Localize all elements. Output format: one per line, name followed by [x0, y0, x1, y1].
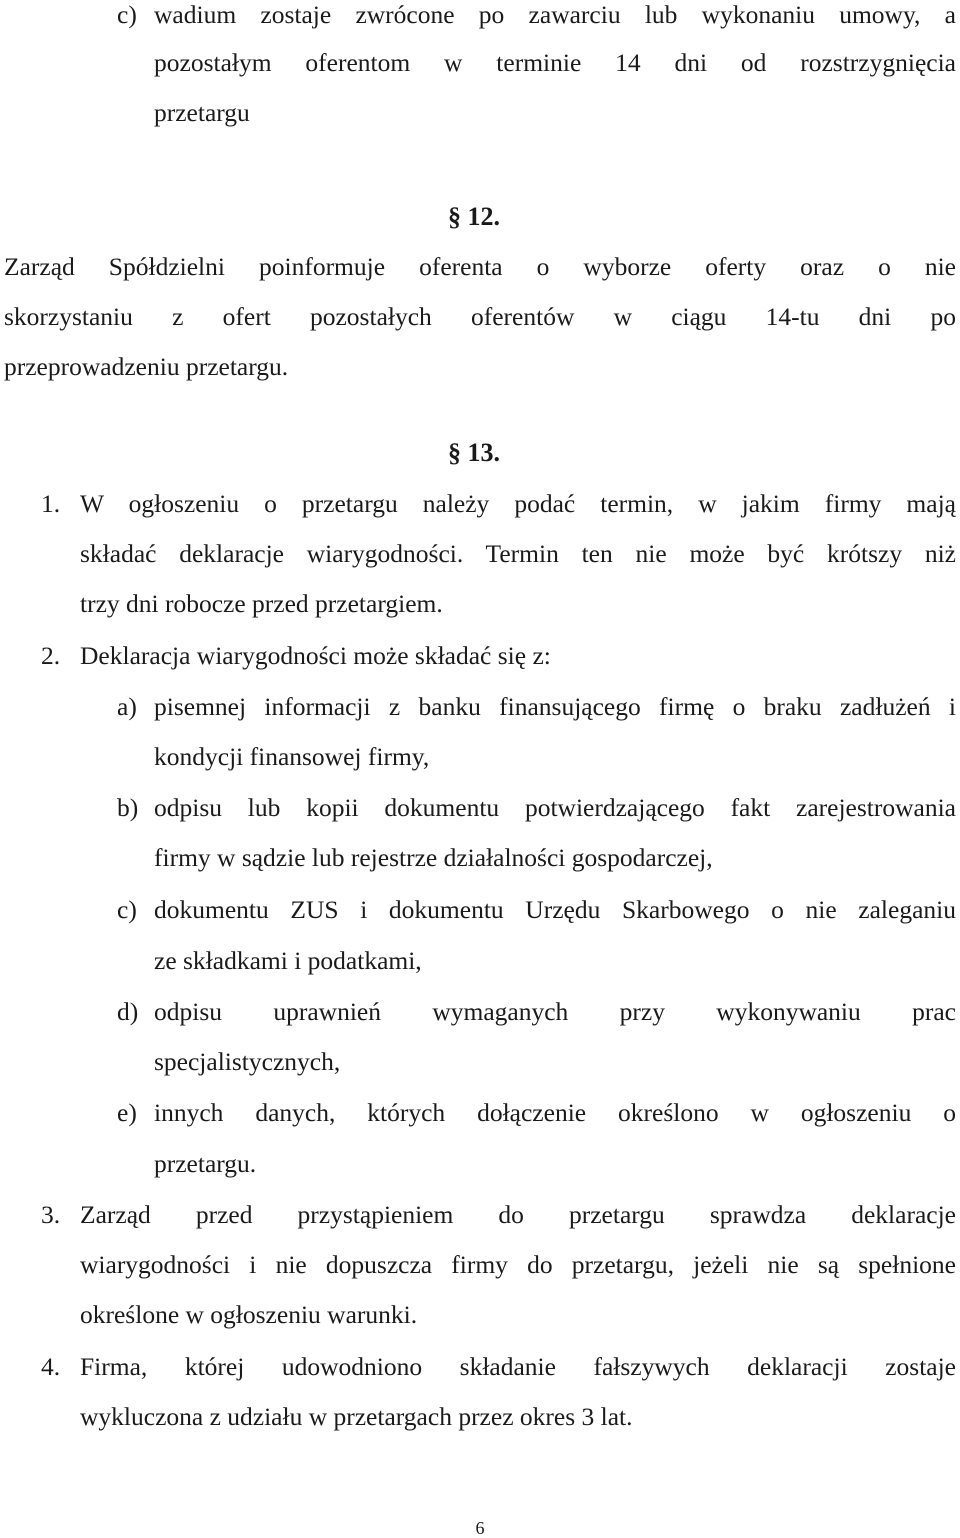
- list-marker-d: d): [117, 997, 139, 1026]
- list-marker-c-prev: c): [117, 0, 137, 29]
- list-marker-b: b): [117, 793, 139, 822]
- text-line: trzy dni robocze przed przetargiem.: [80, 589, 443, 618]
- text-line: składać deklaracje wiarygodności. Termin ten nie może być krótszy niż: [80, 539, 956, 568]
- page-number: 6: [475, 1518, 485, 1538]
- list-marker-1: 1.: [41, 489, 61, 518]
- text-line: wykluczona z udziału w przetargach przez okres 3 lat.: [80, 1402, 633, 1431]
- text-line: pozostałym oferentom w terminie 14 dni od rozstrzygnięcia: [154, 48, 956, 77]
- text-line: odpisu lub kopii dokumentu potwierdzającego fakt zarejestrowania: [154, 793, 956, 822]
- text-line: określone w ogłoszeniu warunki.: [80, 1300, 418, 1329]
- text-line: Zarząd przed przystąpieniem do przetargu sprawdza deklaracje: [80, 1200, 956, 1229]
- text-line: skorzystaniu z ofert pozostałych oferentów w ciągu 14-tu dni po: [4, 302, 956, 331]
- text-line: kondycji finansowej firmy,: [154, 742, 430, 771]
- list-marker-a: a): [117, 692, 137, 721]
- text-line: Zarząd Spółdzielni poinformuje oferenta o wyborze oferty oraz o nie: [4, 252, 956, 281]
- text-line: Deklaracja wiarygodności może składać się z:: [80, 641, 551, 670]
- list-marker-3: 3.: [41, 1200, 61, 1229]
- list-marker-2: 2.: [41, 641, 61, 670]
- text-line: firmy w sądzie lub rejestrze działalności gospodarczej,: [154, 843, 713, 872]
- section-heading-12: § 12.: [448, 202, 500, 231]
- list-marker-e: e): [117, 1098, 137, 1127]
- text-line: Firma, której udowodniono składanie fałszywych deklaracji zostaje: [80, 1352, 956, 1381]
- text-line: W ogłoszeniu o przetargu należy podać termin, w jakim firmy mają: [80, 489, 956, 518]
- text-line: przetargu.: [154, 1149, 257, 1178]
- text-line: wadium zostaje zwrócone po zawarciu lub wykonaniu umowy, a: [154, 0, 956, 29]
- text-line: przetargu: [154, 98, 250, 127]
- text-line: ze składkami i podatkami,: [154, 946, 422, 975]
- text-line: wiarygodności i nie dopuszcza firmy do przetargu, jeżeli nie są spełnione: [80, 1250, 956, 1279]
- text-line: przeprowadzeniu przetargu.: [4, 352, 289, 381]
- list-marker-4: 4.: [41, 1352, 61, 1381]
- list-marker-c: c): [117, 895, 137, 924]
- text-line: odpisu uprawnień wymaganych przy wykonywaniu prac: [154, 997, 956, 1026]
- section-heading-13: § 13.: [448, 438, 500, 467]
- text-line: pisemnej informacji z banku finansującego firmę o braku zadłużeń i: [154, 692, 956, 721]
- text-line: specjalistycznych,: [154, 1047, 341, 1076]
- text-line: innych danych, których dołączenie określono w ogłoszeniu o: [154, 1098, 956, 1127]
- text-line: dokumentu ZUS i dokumentu Urzędu Skarbowego o nie zaleganiu: [154, 895, 956, 924]
